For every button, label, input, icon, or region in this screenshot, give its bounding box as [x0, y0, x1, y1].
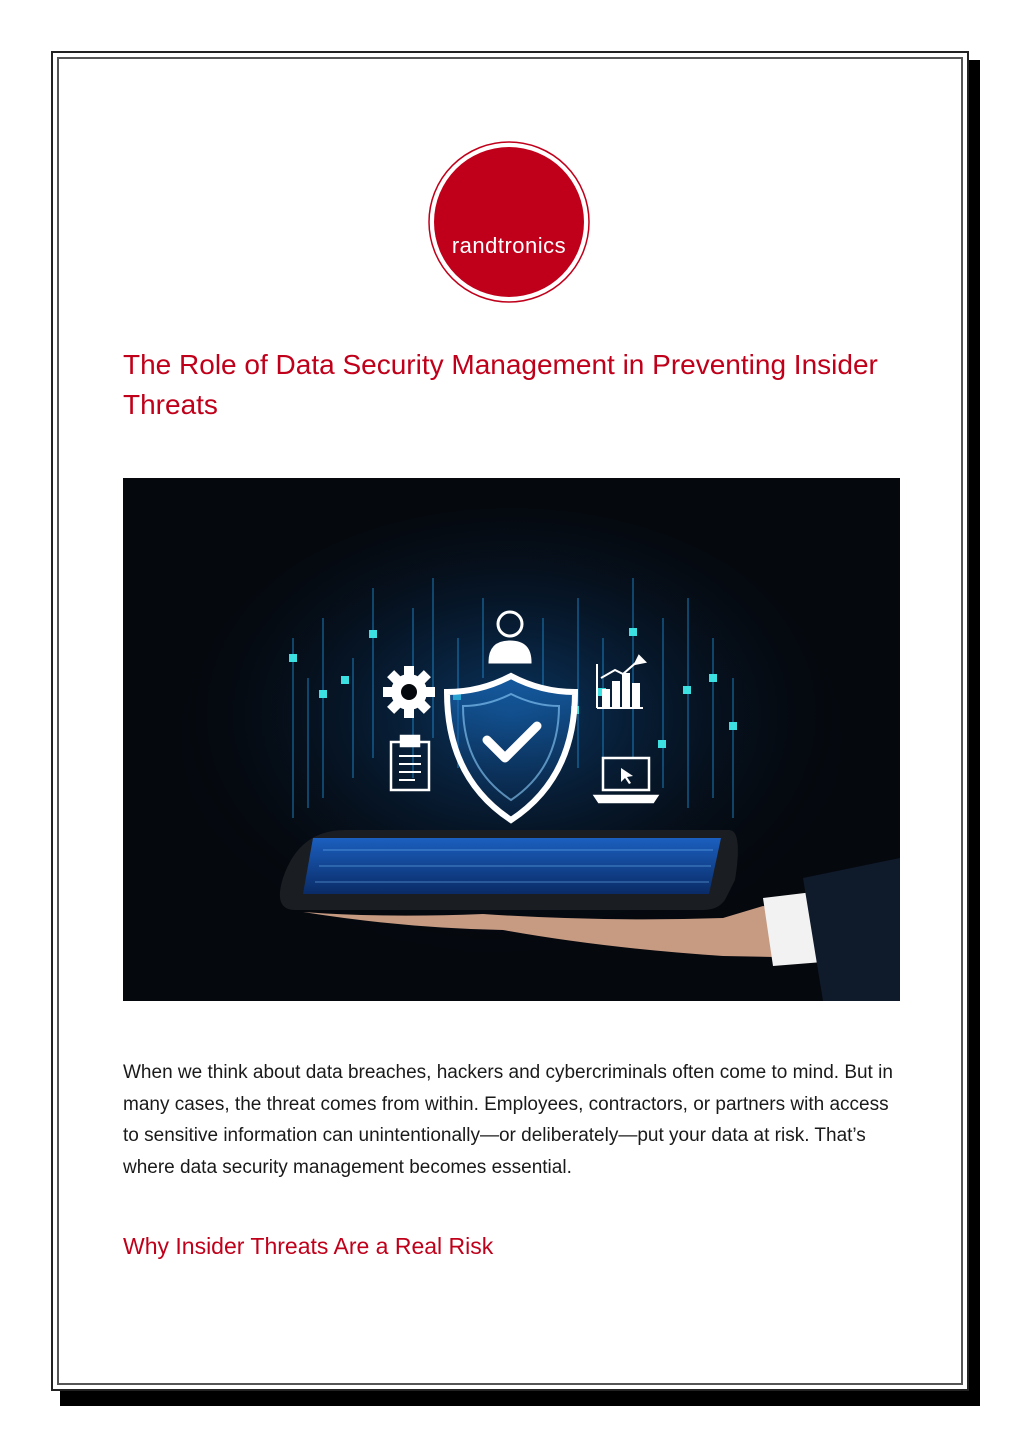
gear-icon	[383, 666, 435, 718]
section-heading: Why Insider Threats Are a Real Risk	[123, 1233, 494, 1259]
logo-text: randtronics	[451, 233, 567, 258]
tablet-icon	[280, 830, 738, 910]
page-title: The Role of Data Security Management in Preventing Insider Threats	[123, 349, 878, 420]
randtronics-logo	[427, 140, 591, 304]
hero-image	[123, 478, 900, 1001]
intro-paragraph: When we think about data breaches, hackers and cybercriminals often come to mind. But in many cases, the threat comes from within. Employees, contractors, or partners with access to sensitive information can unintentionally—or deliberately—put your data at risk. That’s where data security management becomes essential.	[123, 1062, 893, 1178]
